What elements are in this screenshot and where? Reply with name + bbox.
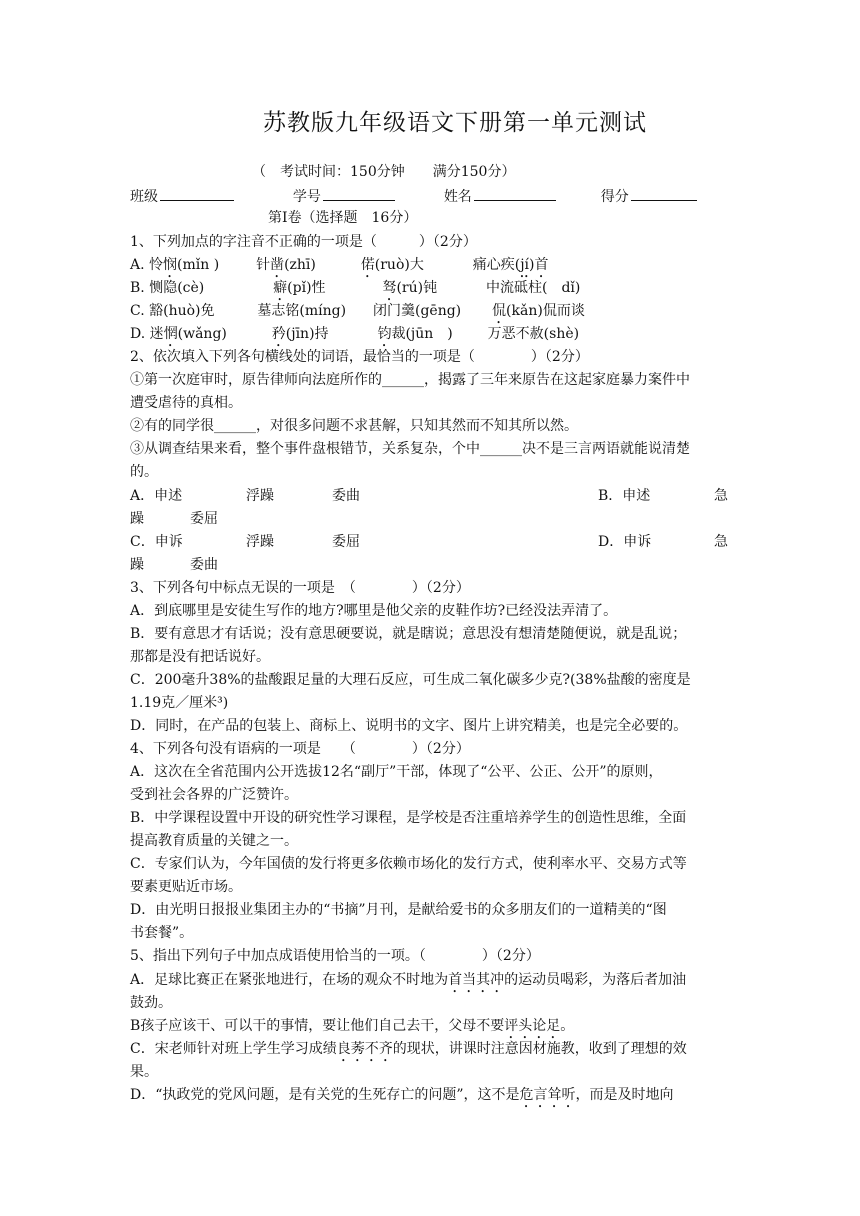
page-title: 苏教版九年级语文下册第一单元测试 [263, 110, 647, 136]
q5-option-c: C．宋老师针对班上学生学习成绩良莠不齐的现状，讲课时注意因材施教，收到了理想的效 [130, 1041, 687, 1057]
q2-option-d-word2a: 急 [714, 534, 728, 550]
score-label: 得分 [600, 189, 629, 205]
q2-option-d-word3: 委曲 [190, 557, 218, 573]
info-fields-row [130, 186, 697, 207]
id-label: 学号 [292, 189, 321, 205]
q2-option-d-word2b: 躁 [130, 557, 144, 573]
q2-option-c-word3: 委屈 [332, 534, 360, 550]
q2-option-d: D．申诉 [598, 534, 652, 550]
q1-option-b: B. 恻隐(cè) 癖(pǐ)性 驽(rú)钝 中流砥柱( dǐ) [130, 280, 581, 296]
name-blank[interactable] [474, 186, 556, 201]
q5-option-a-cont: 鼓劲。 [130, 995, 172, 1011]
q4-stem: 4、下列各句没有语病的一项是 （ ）（2分） [130, 741, 470, 757]
q4-option-a-cont: 受到社会各界的广泛赞许。 [130, 787, 298, 803]
q2-sentence-2: ②有的同学很______，对很多问题不求甚解，只知其然而不知其所以然。 [130, 418, 578, 434]
q5-stem: 5、指出下列句子中加点成语使用恰当的一项。（ ）（2分） [130, 948, 540, 964]
q3-option-d: D．同时，在产品的包装上、商标上、说明书的文字、图片上讲究精美，也是完全必要的。 [130, 718, 688, 734]
q3-option-c: C．200毫升38%的盐酸跟足量的大理石反应，可生成二氧化碳多少克?(38%盐酸的密度是 [130, 672, 691, 688]
q2-option-c: C．申诉 [130, 534, 183, 550]
q2-sentence-1-cont: 遭受虐待的真相。 [130, 395, 242, 411]
class-label: 班级 [130, 189, 158, 205]
q4-option-d: D．由光明日报报业集团主办的“书摘”月刊，是献给爱书的众多朋友们的一道精美的“图 [130, 902, 667, 918]
id-blank[interactable] [323, 186, 395, 201]
q2-stem: 2、依次填入下列各句横线处的词语，最恰当的一项是（ ）（2分） [130, 349, 589, 365]
q4-option-b-cont: 提高教育质量的关键之一。 [130, 833, 298, 849]
q2-sentence-1: ①第一次庭审时，原告律师向法庭所作的______，揭露了三年来原告在这起家庭暴力案件中 [130, 372, 690, 388]
q2-sentence-3-cont: 的。 [130, 464, 158, 480]
q5-option-d: D．“执政党的党风问题，是有关党的生死存亡的问题”，这不是危言耸听，而是及时地向 [130, 1087, 674, 1103]
score-blank[interactable] [631, 186, 697, 201]
q2-option-b-word2b: 躁 [130, 511, 144, 527]
q1-option-d: D. 迷惘(wǎng) 矜(jīn)持 钧裁(jūn ) 万恶不赦(shè) [130, 326, 580, 342]
q2-option-b: B．申述 [598, 488, 651, 504]
exam-info: （ 考试时间：150分钟 满分150分） [252, 164, 516, 180]
q4-option-a: A．这次在全省范围内公开选拔12名“副厅”干部，体现了“公平、公正、公开”的原则， [130, 764, 663, 780]
q1-option-c: C. 豁(huò)免 墓志铭(míng) 闭门羹(gēng) 侃(kǎn)侃而谈 [130, 303, 585, 319]
section-heading: 第Ⅰ卷（选择题 16分） [268, 210, 418, 226]
q4-option-c-cont: 要素更贴近市场。 [130, 879, 242, 895]
q1-option-a: A. 怜悯(mǐn ) 针凿(zhī) 偌(ruò)大 痛心疾(jí)首 [130, 257, 549, 273]
q2-option-a-word3: 委曲 [332, 488, 360, 504]
name-label: 姓名 [443, 189, 472, 205]
q2-option-c-word2: 浮躁 [246, 534, 274, 550]
q2-option-b-word3: 委屈 [190, 511, 218, 527]
q3-stem: 3、下列各句中标点无误的一项是 （ ）（2分） [130, 580, 470, 596]
q5-option-c-cont: 果。 [130, 1064, 158, 1080]
q3-option-c-cont: 1.19克／厘米³) [130, 695, 229, 711]
q2-option-b-word2a: 急 [714, 488, 728, 504]
q4-option-d-cont: 书套餐”。 [130, 925, 194, 941]
q1-stem: 1、下列加点的字注音不正确的一项是（ ）（2分） [130, 234, 477, 250]
q3-option-b-cont: 那都是没有把话说好。 [130, 649, 270, 665]
q5-option-a: A．足球比赛正在紧张地进行，在场的观众不时地为首当其冲的运动员喝彩，为落后者加油 [130, 972, 687, 988]
q3-option-a: A．到底哪里是安徒生写作的地方?哪里是他父亲的皮鞋作坊?已经没法弄清了。 [130, 603, 618, 619]
q5-option-b: B孩子应该干、可以干的事情，要让他们自己去干，父母不要评头论足。 [130, 1018, 575, 1034]
q2-option-a: A．申述 [130, 488, 183, 504]
class-blank[interactable] [160, 186, 234, 201]
q4-option-c: C．专家们认为，今年国债的发行将更多依赖市场化的发行方式，使利率水平、交易方式等 [130, 856, 687, 872]
q2-sentence-3: ③从调查结果来看，整个事件盘根错节，关系复杂，个中______决不是三言两语就能说清楚 [130, 441, 690, 457]
q2-option-a-word2: 浮躁 [246, 488, 274, 504]
q4-option-b: B．中学课程设置中开设的研究性学习课程，是学校是否注重培养学生的创造性思维，全面 [130, 810, 687, 826]
q3-option-b: B．要有意思才有话说；没有意思硬要说，就是瞎说；意思没有想清楚随便说，就是乱说； [130, 626, 687, 642]
